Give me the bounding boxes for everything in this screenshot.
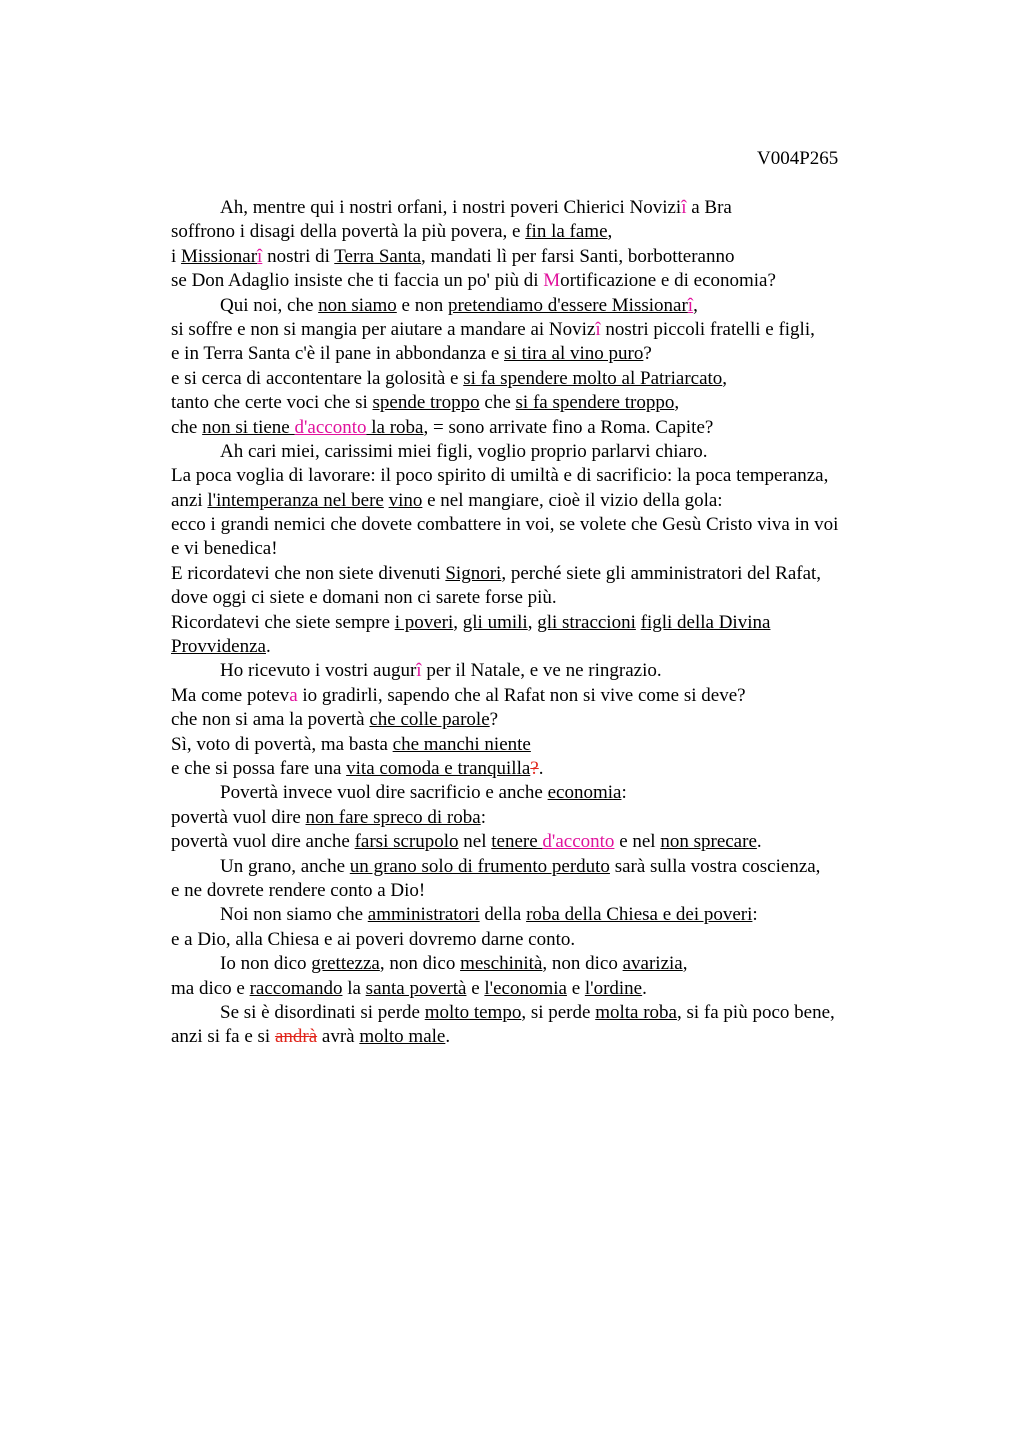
underlined-text: Provvidenza [171, 636, 266, 658]
text-segment: e [466, 977, 485, 999]
text-segment: e in Terra Santa c'è il pane in abbondanza e [171, 343, 505, 365]
document-body [171, 196, 951, 1050]
underlined-text: non sprecare [660, 831, 757, 853]
text-line [171, 708, 951, 732]
underlined-text: molta roba [595, 1001, 677, 1023]
text-segment: Ah, mentre qui i nostri orfani, i nostri poveri Chierici Novizi [220, 197, 682, 218]
text-segment: anzi [171, 489, 208, 511]
text-line [171, 294, 951, 318]
text-segment: , [693, 294, 698, 316]
text-segment: ecco i grandi nemici che dovete combattere in voi, se volete che Gesù Cristo viva in voi [171, 514, 839, 536]
text-line [171, 903, 951, 927]
text-segment: . [642, 977, 647, 999]
underlined-text: meschinità [460, 953, 543, 975]
text-line [171, 928, 951, 952]
text-segment: dove oggi ci siete e domani non ci sarete forse più. [171, 587, 557, 609]
text-line [171, 733, 951, 757]
text-segment: ma dico e [171, 977, 250, 999]
underlined-text: l'intemperanza nel bere [207, 489, 384, 511]
underlined-text: si fa spendere troppo [515, 392, 675, 414]
text-segment: e nel [614, 831, 661, 853]
text-segment: Se si è disordinati si perde [220, 1001, 425, 1023]
underlined-text: fin la fame [525, 221, 608, 243]
underlined-text: l'ordine [584, 977, 643, 999]
highlighted-text: d'acconto [542, 831, 615, 853]
text-segment: La poca voglia di lavorare: il poco spirito di umiltà e di sacrificio: la poca temperanza, [171, 465, 829, 487]
text-segment: , si perde [521, 1001, 596, 1023]
text-segment: che [479, 392, 516, 414]
underlined-text: si tira al vino puro [504, 343, 644, 365]
text-segment: Sì, voto di povertà, ma basta [171, 733, 393, 755]
underlined-text: non siamo [318, 294, 397, 316]
underlined-text: avarizia [622, 953, 683, 975]
underlined-text: molto tempo [424, 1001, 522, 1023]
text-line [171, 855, 951, 879]
text-segment: che [171, 416, 203, 438]
text-segment: E ricordatevi che non siete divenuti [171, 562, 446, 584]
text-line [171, 196, 951, 220]
page-id: V004P265 [757, 148, 839, 169]
text-line [171, 489, 951, 513]
text-segment: Un grano, anche [220, 855, 350, 877]
text-segment: e nel mangiare, cioè il vizio della gola: [422, 489, 723, 511]
highlighted-text: d'acconto [294, 416, 367, 438]
underlined-text: la roba [366, 416, 424, 438]
text-segment: tanto che certe voci che si [171, 392, 373, 414]
underlined-text: Signori [445, 562, 502, 584]
text-segment: nel [458, 831, 492, 853]
text-segment: per il Natale, e ve ne ringrazio. [421, 660, 662, 682]
text-line [171, 245, 951, 269]
text-line [171, 513, 951, 537]
underlined-text: pretendiamo d'essere Missionar [447, 294, 688, 316]
text-segment: e che si possa fare una [171, 757, 347, 779]
underlined-text: non si tiene [202, 416, 295, 438]
text-segment: i [171, 245, 182, 267]
text-segment: , [722, 367, 728, 389]
text-segment: e a Dio, alla Chiesa e ai poveri dovremo darne conto. [171, 928, 576, 950]
text-segment: , si fa più poco bene, [676, 1001, 835, 1023]
underlined-text: santa povertà [365, 977, 467, 999]
text-segment: , non dico [379, 953, 461, 975]
text-segment: ortificazione e di economia? [560, 270, 776, 292]
text-segment: . [756, 831, 762, 853]
text-segment: io gradirli, sapendo che al Rafat non si vive come si deve? [297, 684, 746, 706]
text-segment: che non si ama la povertà [171, 709, 370, 731]
text-segment: , = sono arrivate fino a Roma. Capite? [423, 416, 714, 438]
underlined-text: raccomando [249, 977, 343, 999]
text-line [171, 220, 951, 244]
highlighted-text: a [289, 684, 298, 706]
text-line [171, 537, 951, 561]
text-line [171, 367, 951, 391]
highlighted-text: M [543, 270, 561, 292]
text-segment: , [527, 611, 538, 633]
text-segment: Io non dico [220, 953, 312, 975]
text-segment: , perché siete gli amministratori del Rafat, [501, 562, 822, 584]
text-segment: , [453, 611, 463, 633]
underlined-text: Terra Santa [334, 245, 422, 267]
underlined-text: non fare spreco di roba [305, 806, 481, 828]
underlined-text: spende troppo [372, 392, 480, 414]
underlined-text: i poveri [394, 611, 454, 633]
underlined-text: Missionar [181, 245, 258, 267]
highlighted-text: î [681, 197, 687, 218]
underlined-text: che colle parole [369, 709, 490, 731]
text-line [171, 1025, 951, 1049]
underlined-text: roba della Chiesa e dei poveri [526, 904, 753, 926]
underlined-text: un grano solo di frumento perduto [349, 855, 610, 877]
text-segment: ? [643, 343, 652, 365]
text-segment: nostri piccoli fratelli e figli, [600, 318, 815, 340]
underlined-text: si fa spendere molto al Patriarcato [463, 367, 723, 389]
text-line [171, 684, 951, 708]
text-segment: : [621, 782, 627, 804]
text-line [171, 318, 951, 342]
text-line [171, 1001, 951, 1025]
text-segment: Povertà invece vuol dire sacrificio e anche [220, 782, 548, 804]
text-segment: e non [396, 294, 448, 316]
text-line [171, 391, 951, 415]
highlighted-text: î [416, 660, 422, 682]
text-segment: a Bra [686, 197, 732, 218]
underlined-text: tenere [491, 831, 543, 853]
text-segment: Ho ricevuto i vostri augur [220, 660, 417, 682]
highlighted-text: î [257, 245, 263, 267]
text-segment: soffrono i disagi della povertà la più povera, e [171, 221, 526, 243]
text-segment: . [445, 1026, 451, 1048]
text-segment: . [265, 636, 271, 658]
underlined-text: vita comoda e tranquilla [346, 757, 531, 779]
text-segment: ? [489, 709, 499, 731]
text-line [171, 659, 951, 683]
text-segment: : [480, 806, 486, 828]
text-segment: avrà [317, 1026, 360, 1048]
text-line [171, 342, 951, 366]
text-segment: , [682, 953, 688, 975]
text-line [171, 806, 951, 830]
text-line [171, 952, 951, 976]
text-line [171, 586, 951, 610]
text-segment: nostri di [262, 245, 335, 267]
text-segment: della [479, 904, 527, 926]
text-segment: : [752, 904, 758, 926]
underlined-text: molto male [359, 1026, 446, 1048]
text-segment: , non dico [542, 953, 623, 975]
text-segment: povertà vuol dire [171, 806, 306, 828]
text-segment: sarà sulla vostra coscienza, [609, 855, 821, 877]
text-segment: si soffre e non si mangia per aiutare a mandare ai Noviz [171, 318, 596, 340]
text-segment: Noi non siamo che [220, 904, 368, 926]
text-line [171, 977, 951, 1001]
underlined-text: che manchi niente [392, 733, 531, 755]
text-segment: Ma come potev [171, 684, 290, 706]
text-segment: , [607, 221, 613, 243]
struck-text: ? [530, 757, 539, 779]
underlined-text: l'economia [484, 977, 567, 999]
text-line [171, 781, 951, 805]
underlined-text: gli straccioni [537, 611, 636, 633]
underlined-text: gli umili [462, 611, 528, 633]
underlined-text: grettezza [311, 953, 380, 975]
text-segment: e si cerca di accontentare la golosità e [171, 367, 464, 389]
struck-text: andrà [274, 1026, 318, 1048]
underlined-text: vino [388, 489, 423, 511]
underlined-text: economia [547, 782, 622, 804]
text-segment: la [342, 977, 366, 999]
underlined-text: amministratori [367, 904, 480, 926]
text-line [171, 269, 951, 293]
text-line [171, 757, 951, 781]
text-segment: anzi si fa e si [171, 1026, 275, 1048]
text-segment: Ah cari miei, carissimi miei figli, voglio proprio parlarvi chiaro. [220, 440, 708, 462]
text-segment: Qui noi, che [220, 294, 319, 316]
text-line [171, 830, 951, 854]
highlighted-text: î [687, 294, 694, 316]
text-line [171, 611, 951, 635]
text-segment: Ricordatevi che siete sempre [171, 611, 395, 633]
text-line [171, 562, 951, 586]
underlined-text: figli della Divina [640, 611, 771, 633]
text-segment: povertà vuol dire anche [171, 831, 355, 853]
highlighted-text: î [595, 318, 601, 340]
text-line [171, 879, 951, 903]
underlined-text: farsi scrupolo [354, 831, 459, 853]
text-segment: e vi benedica! [171, 538, 278, 560]
text-segment: e [566, 977, 585, 999]
text-line [171, 635, 951, 659]
text-segment: se Don Adaglio insiste che ti faccia un po' più di [171, 270, 544, 292]
text-segment: , [674, 392, 680, 414]
text-segment: e ne dovrete rendere conto a Dio! [171, 879, 426, 901]
text-segment: . [538, 757, 544, 779]
text-line [171, 416, 951, 440]
text-line [171, 440, 951, 464]
text-line [171, 464, 951, 488]
text-segment: , mandati lì per farsi Santi, borbotteranno [421, 245, 735, 267]
